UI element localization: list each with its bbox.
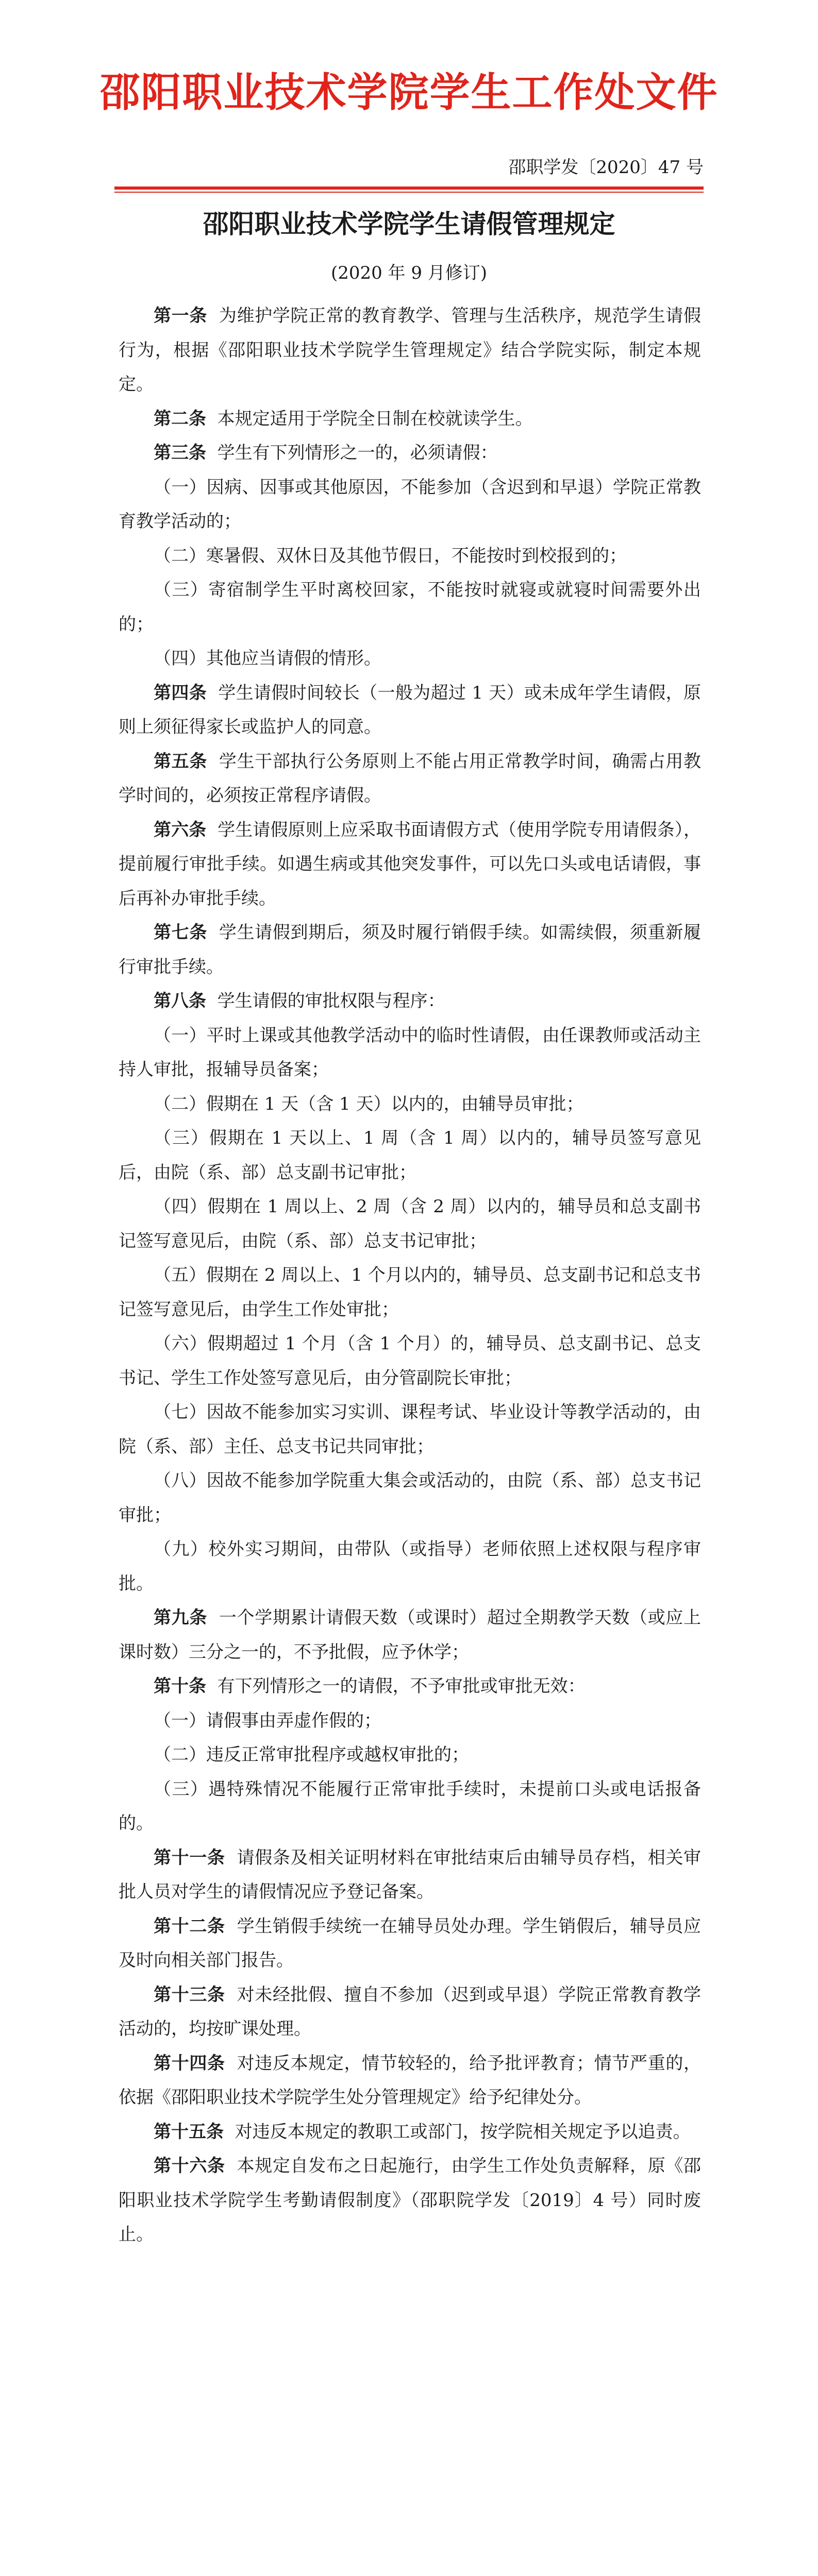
article-label: 第八条 — [154, 991, 206, 1011]
article-text: 学生请假原则上应采取书面请假方式（使用学院专用请假条），提前履行审批手续。如遇生病或其他突发事件，可以先口头或电话请假，事后再补办审批手续。 — [119, 819, 702, 909]
header-red-rule-thin — [114, 192, 704, 193]
clause-text: （八）因故不能参加学院重大集会或活动的，由院（系、部）总支书记审批； — [119, 1470, 701, 1526]
clause-paragraph — [119, 573, 701, 641]
article-paragraph — [119, 984, 701, 1019]
article-paragraph — [119, 1841, 701, 1909]
article-text: 对违反本规定，情节较轻的，给予批评教育；情节严重的，依据《邵阳职业技术学院学生处分管理规定》给予纪律处分。 — [119, 2053, 702, 2108]
article-text: 本规定适用于学院全日制在校就读学生。 — [217, 408, 533, 429]
article-label: 第一条 — [154, 306, 207, 326]
clause-text: （一）因病、因事或其他原因，不能参加（含迟到和早退）学院正常教育教学活动的； — [119, 477, 701, 532]
red-header-title: 邵阳职业技术学院学生工作处文件 — [99, 70, 719, 116]
article-paragraph — [119, 2115, 701, 2149]
article-label: 第九条 — [154, 1607, 207, 1628]
article-paragraph — [119, 436, 701, 470]
article-paragraph — [119, 1601, 701, 1669]
article-text: 学生请假到期后，须及时履行销假手续。如需续假，须重新履行审批手续。 — [119, 922, 702, 977]
document-number: 邵职学发〔2020〕47 号 — [508, 157, 704, 178]
revision-note: (2020 年 9 月修订) — [330, 263, 488, 283]
article-text: 有下列情形之一的请假，不予审批或审批无效： — [217, 1676, 586, 1697]
clause-text: （三）寄宿制学生平时离校回家，不能按时就寝或就寝时间需要外出的； — [119, 580, 701, 635]
article-paragraph — [119, 1669, 701, 1704]
article-paragraph — [119, 813, 701, 916]
clause-text: （五）假期在 2 周以上、1 个月以内的，辅导员、总支副书记和总支书记签写意见后，由学生工作处审批； — [119, 1265, 701, 1320]
article-paragraph — [119, 2046, 701, 2115]
article-text: 请假条及相关证明材料在审批结束后由辅导员存档，相关审批人员对学生的请假情况应予登记备案。 — [119, 1847, 702, 1902]
clause-text: （四）其他应当请假的情形。 — [154, 648, 381, 669]
clause-text: （一）请假事由弄虚作假的； — [154, 1710, 381, 1731]
article-paragraph — [119, 299, 701, 402]
clause-paragraph — [119, 1087, 701, 1122]
clause-text: （六）假期超过 1 个月（含 1 个月）的，辅导员、总支副书记、总支书记、学生工作处签写意见后，由分管副院长审批； — [119, 1333, 701, 1388]
article-text: 学生有下列情形之一的，必须请假： — [217, 443, 498, 463]
clause-text: （一）平时上课或其他教学活动中的临时性请假，由任课教师或活动主持人审批，报辅导员备案； — [119, 1025, 701, 1080]
article-paragraph — [119, 676, 701, 744]
clause-paragraph — [119, 1464, 701, 1532]
document-body — [119, 299, 701, 2252]
clause-text: （三）遇特殊情况不能履行正常审批手续时，未提前口头或电话报备的。 — [119, 1778, 701, 1834]
clause-text: （二）违反正常审批程序或越权审批的； — [154, 1744, 469, 1765]
article-paragraph — [119, 402, 701, 436]
header-red-rule-thick — [114, 187, 704, 190]
article-label: 第四条 — [154, 682, 207, 703]
article-text: 学生请假的审批权限与程序： — [217, 991, 445, 1011]
clause-paragraph — [119, 1019, 701, 1087]
article-label: 第三条 — [154, 443, 206, 463]
article-label: 第十四条 — [154, 2053, 225, 2074]
clause-paragraph — [119, 1704, 701, 1738]
clause-paragraph — [119, 1327, 701, 1395]
clause-text: （七）因故不能参加实习实训、课程考试、毕业设计等教学活动的，由院（系、部）主任、总支书记共同审批； — [119, 1402, 701, 1457]
article-paragraph — [119, 1909, 701, 1978]
article-label: 第十二条 — [154, 1916, 225, 1937]
clause-paragraph — [119, 641, 701, 676]
clause-text: （二）假期在 1 天（含 1 天）以内的，由辅导员审批； — [154, 1093, 584, 1114]
clause-text: （九）校外实习期间，由带队（或指导）老师依照上述权限与程序审批。 — [119, 1539, 701, 1594]
article-text: 学生请假时间较长（一般为超过 1 天）或未成年学生请假，原则上须征得家长或监护人的同意。 — [119, 682, 701, 737]
clause-paragraph — [119, 1772, 701, 1841]
clause-text: （二）寒暑假、双休日及其他节假日，不能按时到校报到的； — [154, 545, 627, 566]
clause-paragraph — [119, 539, 701, 573]
article-paragraph — [119, 1978, 701, 2046]
article-paragraph — [119, 916, 701, 984]
clause-paragraph — [119, 1395, 701, 1464]
article-text: 为维护学院正常的教育教学、管理与生活秩序，规范学生请假行为，根据《邵阳职业技术学院学生管理规定》结合学院实际，制定本规定。 — [119, 306, 702, 395]
article-text: 对未经批假、擅自不参加（迟到或早退）学院正常教育教学活动的，均按旷课处理。 — [119, 1984, 702, 2039]
article-text: 学生销假手续统一在辅导员处办理。学生销假后，辅导员应及时向相关部门报告。 — [119, 1916, 702, 1971]
clause-paragraph — [119, 470, 701, 539]
article-label: 第十一条 — [154, 1847, 225, 1868]
clause-text: （三）假期在 1 天以上、1 周（含 1 周）以内的，辅导员签写意见后，由院（系、部）总支副书记审批； — [119, 1128, 701, 1183]
clause-paragraph — [119, 1738, 701, 1772]
article-label: 第六条 — [154, 819, 207, 840]
clause-paragraph — [119, 1258, 701, 1327]
article-paragraph — [119, 744, 701, 813]
article-text: 一个学期累计请假天数（或课时）超过全期教学天数（或应上课时数）三分之一的，不予批假，应予休学； — [119, 1607, 702, 1663]
article-text: 本规定自发布之日起施行，由学生工作处负责解释，原《邵阳职业技术学院学生考勤请假制度》（邵职院学发〔2019〕4 号）同时废止。 — [119, 2156, 702, 2245]
article-paragraph — [119, 2149, 701, 2252]
document-title: 邵阳职业技术学院学生请假管理规定 — [203, 209, 615, 239]
clause-paragraph — [119, 1121, 701, 1190]
article-text: 对违反本规定的教职工或部门，按学院相关规定予以追责。 — [235, 2121, 691, 2142]
article-label: 第十条 — [154, 1676, 206, 1697]
article-label: 第二条 — [154, 408, 206, 429]
article-label: 第七条 — [154, 922, 207, 943]
article-label: 第十六条 — [154, 2156, 225, 2176]
clause-paragraph — [119, 1532, 701, 1601]
clause-text: （四）假期在 1 周以上、2 周（含 2 周）以内的，辅导员和总支副书记签写意见后，由院（系、部）总支书记审批； — [119, 1196, 701, 1251]
article-text: 学生干部执行公务原则上不能占用正常教学时间，确需占用教学时间的，必须按正常程序请假。 — [119, 751, 702, 806]
article-label: 第五条 — [154, 751, 207, 772]
article-label: 第十三条 — [154, 1984, 225, 2005]
clause-paragraph — [119, 1190, 701, 1258]
article-label: 第十五条 — [154, 2121, 224, 2142]
